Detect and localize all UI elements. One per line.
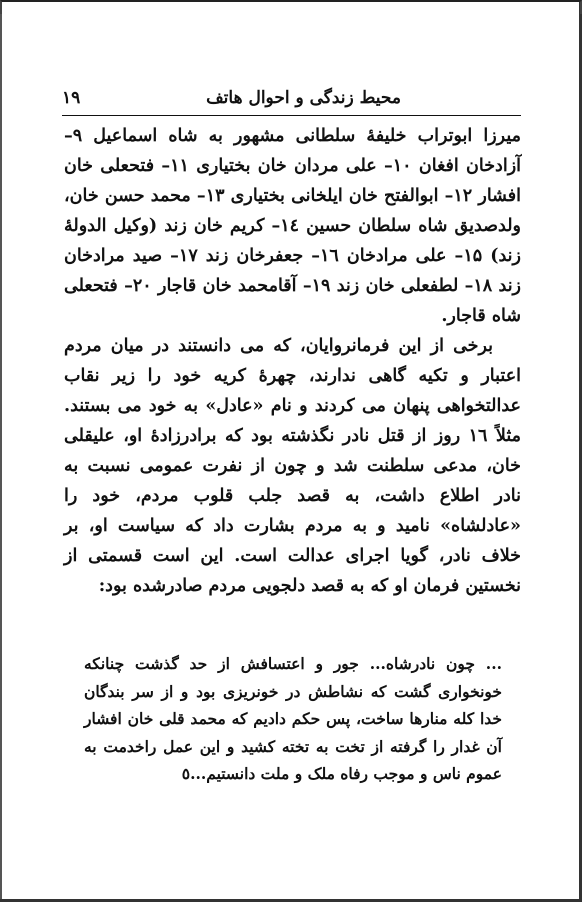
quoted-decree: [84, 650, 502, 788]
header-rule: [62, 115, 521, 116]
page-number: ١٩: [62, 88, 81, 108]
main-paragraph: برخی از این فرمانروایان، که می دانستند در میان مردم اعتبار و تکیه گاهی ندارند، چهرهٔ کریه خود را زیر نقاب عدالتخواهی پنهان می کردند و نام «عادل» به خود می بستند. مثلاً ۱٦ روز از قتل نادر نگذشته بود که برادرزادهٔ او، علیقلی خان، مدعی سلطنت شد و چون از نفرت عمومی نسبت به نادر اطلاع داشت، به قصد جلب قلوب مردم، خود را «عادلشاه» نامید و به مردم بشارت داد که سیاست او، بر خلاف نادر، گویا اجرای عدالت است. این است قسمتی از نخستین فرمان او که به قصد دلجویی مردم صادرشده بود:: [64, 336, 521, 596]
body-text: [64, 121, 521, 601]
page-border-top: [0, 0, 582, 14]
decree-text: ... چون نادرشاه... جور و اعتسافش از حد گذشت چنانکه خونخواری گشت که نشاطش در خونریزی بود و از سر بندگان خدا کله منارها ساخت، پس حکم دادیم که محمد قلی خان افشار آن غدار را گرفته از تخت به تخته کشید و این عمل راخدمت به عموم ناس و موجب رفاه ملک و ملت دانستیم...٥: [84, 654, 502, 783]
page-border-left: [0, 0, 2, 902]
running-title: محیط زندگی و احوال هاتف: [206, 88, 401, 108]
running-header: [62, 82, 521, 116]
rulers-list-paragraph: میرزا ابوتراب خلیفهٔ سلطانی مشهور به شاه اسماعیل ۹– آزادخان افغان ۱۰– علی مردان خان بختیاری ۱۱– فتحعلی خان افشار ۱۲– ابوالفتح خان ایلخانی بختیاری ۱۳– محمد حسن خان، ولدصدیق شاه سلطان حسین ۱٤– کریم خان زند (وکیل الدولهٔ زند) ۱۵– علی مرادخان ۱٦– جعفرخان زند ۱۷– صید مرادخان زند ۱۸– لطفعلی خان زند ۱۹– آقامحمد خان قاجار ۲۰– فتحعلی شاه قاجار.: [64, 126, 522, 326]
